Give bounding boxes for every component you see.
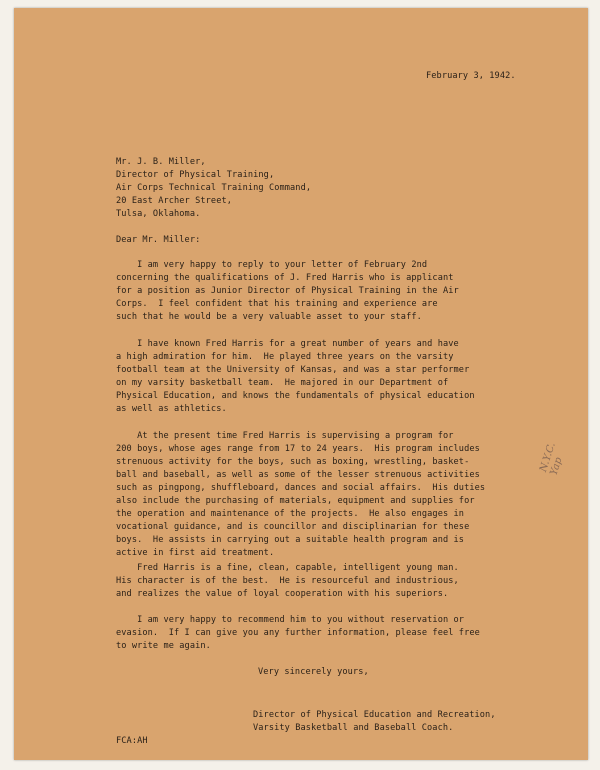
recipient-address	[116, 156, 311, 221]
text-line: the operation and maintenance of the projects. He also engages in	[116, 509, 465, 519]
text-line: vocational guidance, and is councillor and disciplinarian for these	[116, 522, 470, 532]
text-line: Corps. I feel confident that his training and experience are	[116, 299, 438, 309]
text-line: concerning the qualifications of J. Fred Harris who is applicant	[116, 273, 454, 283]
title-line: Director of Physical Education and Recreation,	[253, 710, 496, 720]
text-line: such that he would be a very valuable asset to your staff.	[116, 312, 422, 322]
text-line: 200 boys, whose ages range from 17 to 24 years. His program includes	[116, 444, 480, 454]
closing: Very sincerely yours,	[258, 667, 369, 677]
typist-initials: FCA:AH	[116, 736, 148, 746]
text-line: also include the purchasing of materials, equipment and supplies for	[116, 496, 475, 506]
text-line: I have known Fred Harris for a great number of years and have	[116, 339, 459, 349]
paragraph-2	[116, 338, 475, 416]
signature-title	[253, 709, 496, 735]
address-line: Tulsa, Oklahoma.	[116, 209, 201, 219]
text-line: and realizes the value of loyal cooperation with his superiors.	[116, 589, 449, 599]
paragraph-3	[116, 430, 485, 560]
text-line: At the present time Fred Harris is supervising a program for	[116, 431, 454, 441]
text-line: I am very happy to recommend him to you without reservation or	[116, 615, 465, 625]
text-line: evasion. If I can give you any further information, please feel free	[116, 628, 480, 638]
text-line: ball and baseball, as well as some of the lesser strenuous activities	[116, 470, 480, 480]
address-line: 20 East Archer Street,	[116, 196, 233, 206]
title-line: Varsity Basketball and Baseball Coach.	[253, 723, 454, 733]
paragraph-4	[116, 562, 459, 601]
text-line: for a position as Junior Director of Physical Training in the Air	[116, 286, 459, 296]
text-line: I am very happy to reply to your letter of February 2nd	[116, 260, 428, 270]
text-line: Fred Harris is a fine, clean, capable, intelligent young man.	[116, 563, 459, 573]
text-line: as well as athletics.	[116, 404, 227, 414]
paragraph-5	[116, 614, 480, 653]
handwritten-margin-note: N.Y.C. Yap	[538, 441, 565, 477]
letter-paper	[14, 8, 588, 760]
text-line: strenuous activity for the boys, such as boxing, wrestling, basket-	[116, 457, 470, 467]
salutation: Dear Mr. Miller:	[116, 235, 201, 245]
letter-date: February 3, 1942.	[426, 71, 516, 81]
address-line: Director of Physical Training,	[116, 170, 275, 180]
text-line: Physical Education, and knows the fundamentals of physical education	[116, 391, 475, 401]
text-line: a high admiration for him. He played three years on the varsity	[116, 352, 454, 362]
paragraph-1	[116, 259, 459, 324]
text-line: boys. He assists in carrying out a suitable health program and is	[116, 535, 465, 545]
text-line: active in first aid treatment.	[116, 548, 275, 558]
address-line: Mr. J. B. Miller,	[116, 157, 206, 167]
text-line: His character is of the best. He is resourceful and industrious,	[116, 576, 459, 586]
text-line: such as pingpong, shuffleboard, dances and social affairs. His duties	[116, 483, 486, 493]
text-line: on my varsity basketball team. He majored in our Department of	[116, 378, 449, 388]
text-line: to write me again.	[116, 641, 211, 651]
address-line: Air Corps Technical Training Command,	[116, 183, 312, 193]
text-line: football team at the University of Kansas, and was a star performer	[116, 365, 470, 375]
